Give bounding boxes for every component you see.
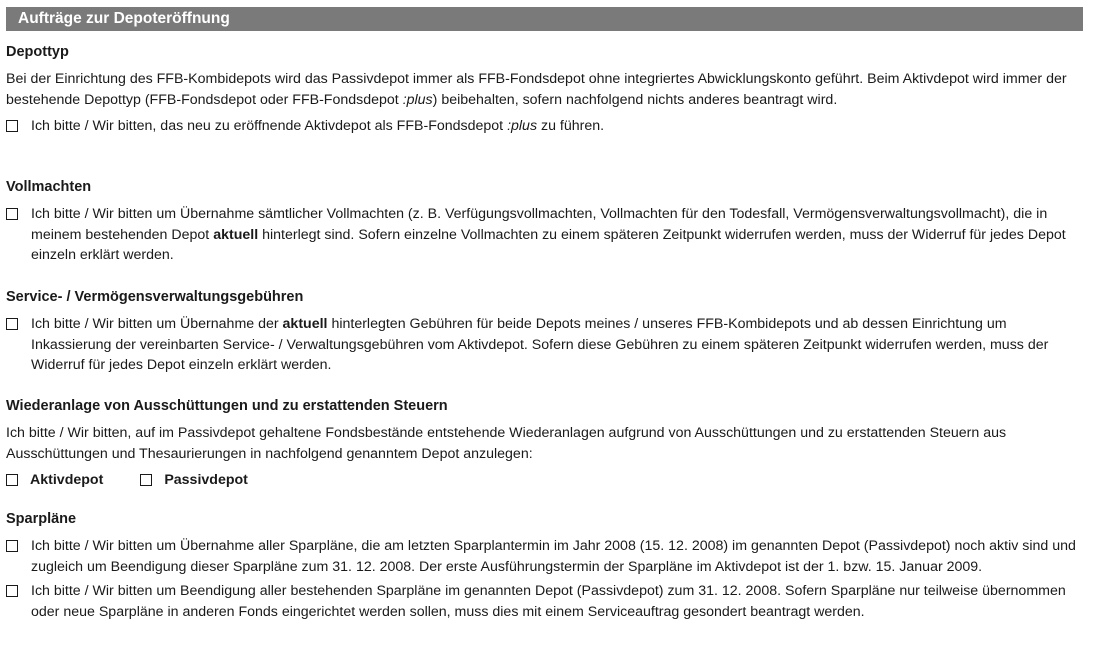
aktivdepot-option bbox=[6, 470, 103, 491]
depottyp-text bbox=[6, 69, 1086, 111]
passivdepot-option bbox=[140, 470, 248, 491]
gebuehren-section bbox=[6, 287, 1086, 376]
vollmachten-section bbox=[6, 177, 1086, 266]
option-text: Ich bitte / Wir bitten, das neu zu eröffnende Aktivdepot als FFB-Fondsdepot bbox=[31, 118, 508, 135]
vollmachten-title: Vollmachten bbox=[6, 179, 92, 195]
depottyp-text-part: ) beibehalten, sofern nachfolgend nichts anderes beantragt wird. bbox=[432, 91, 838, 108]
section-header bbox=[6, 7, 1083, 31]
sparplaene-checkbox-1[interactable] bbox=[6, 540, 18, 552]
sparplaene-title: Sparpläne bbox=[6, 511, 77, 527]
wiederanlage-section bbox=[6, 396, 1086, 491]
aktivdepot-checkbox[interactable] bbox=[6, 474, 18, 486]
passivdepot-checkbox[interactable] bbox=[140, 474, 152, 486]
sparplaene-option-2 bbox=[6, 581, 1086, 623]
depottyp-text-part: Bei der Einrichtung des FFB-Kombidepots wird das Passivdepot immer als FFB-Fondsdepot ohne integriertes Abwicklungskonto geführt. Beim Aktivdepot wird immer der bestehende Depottyp (FFB-Fondsdepot oder FFB-Fondsdepot bbox=[6, 70, 1067, 108]
passivdepot-label: Passivdepot bbox=[164, 472, 248, 489]
gebuehren-checkbox[interactable] bbox=[6, 318, 18, 330]
depottyp-plus-option bbox=[6, 116, 1086, 137]
vollmachten-option bbox=[6, 204, 1086, 266]
option-text: Ich bitte / Wir bitten um Beendigung aller bestehenden Sparpläne im genannten Depot (Passivdepot) zum 31. 12. 2008. Sofern Sparpläne nur teilweise übernommen oder neue Sparpläne in anderen Fonds eingerichtet werden sollen, muss dies mit einem Serviceauftrag gesondert beantragt werden. bbox=[31, 583, 1066, 621]
gebuehren-option bbox=[6, 314, 1086, 376]
option-text: zu führen. bbox=[537, 118, 605, 135]
sparplaene-option-1 bbox=[6, 536, 1086, 578]
depottyp-plus-checkbox[interactable] bbox=[6, 120, 18, 132]
aktivdepot-label: Aktivdepot bbox=[30, 472, 104, 489]
option-text: Ich bitte / Wir bitten um Übernahme aller Sparpläne, die am letzten Sparplantermin im Jahr 2008 (15. 12. 2008) im genannten Depot (Passivdepot) noch aktiv sind und zugleich um Beendigung dieser Sparpläne zum 31. 12. 2008. Der erste Ausführungstermin der Sparpläne im Aktivdepot ist der 1. bzw. 15. Januar 2009. bbox=[31, 537, 1076, 575]
gebuehren-title: Service- / Vermögensverwaltungsgebühren bbox=[6, 289, 304, 305]
depottyp-section bbox=[6, 42, 1086, 137]
option-text-strong: aktuell bbox=[213, 226, 259, 243]
depottyp-title: Depottyp bbox=[6, 44, 69, 60]
sparplaene-section bbox=[6, 509, 1086, 623]
sparplaene-checkbox-2[interactable] bbox=[6, 585, 18, 597]
option-text: hinterlegt sind. Sofern einzelne Vollmachten zu einem späteren Zeitpunkt widerrufen werden, muss der Widerruf für jedes Depot einzeln erklärt werden. bbox=[31, 226, 1066, 264]
depottyp-text-em: :plus bbox=[402, 91, 433, 108]
wiederanlage-text: Ich bitte / Wir bitten, auf im Passivdepot gehaltene Fondsbestände entstehende Wiederanlagen aufgrund von Ausschüttungen und zu erstattenden Steuern aus Ausschüttungen und Thesaurierungen in nachfolgend genanntem Depot anzulegen: bbox=[6, 424, 1007, 462]
option-text: hinterlegten Gebühren für beide Depots meines / unseres FFB-Kombidepots und ab dessen Einrichtung um Inkassierung der vereinbarten Service- / Verwaltungsgebühren vom Aktivdepot. Sofern diese Gebühren zu einem späteren Zeitpunkt widerrufen werden, muss der Widerruf für jedes Depot einzeln erklärt werden. bbox=[31, 315, 1049, 374]
vollmachten-checkbox[interactable] bbox=[6, 208, 18, 220]
wiederanlage-options bbox=[6, 470, 1086, 491]
wiederanlage-title: Wiederanlage von Ausschüttungen und zu erstattenden Steuern bbox=[6, 398, 448, 414]
option-text: Ich bitte / Wir bitten um Übernahme der bbox=[31, 315, 283, 332]
header-title: Aufträge zur Depoteröffnung bbox=[18, 10, 230, 27]
option-text: Ich bitte / Wir bitten um Übernahme sämtlicher Vollmachten (z. B. Verfügungsvollmachten, Vollmachten für den Todesfall, Vermögensverwaltungsvollmacht), die in meinem bestehenden Depot bbox=[31, 205, 1048, 243]
option-text-strong: aktuell bbox=[282, 315, 328, 332]
option-text-em: :plus bbox=[507, 118, 538, 135]
